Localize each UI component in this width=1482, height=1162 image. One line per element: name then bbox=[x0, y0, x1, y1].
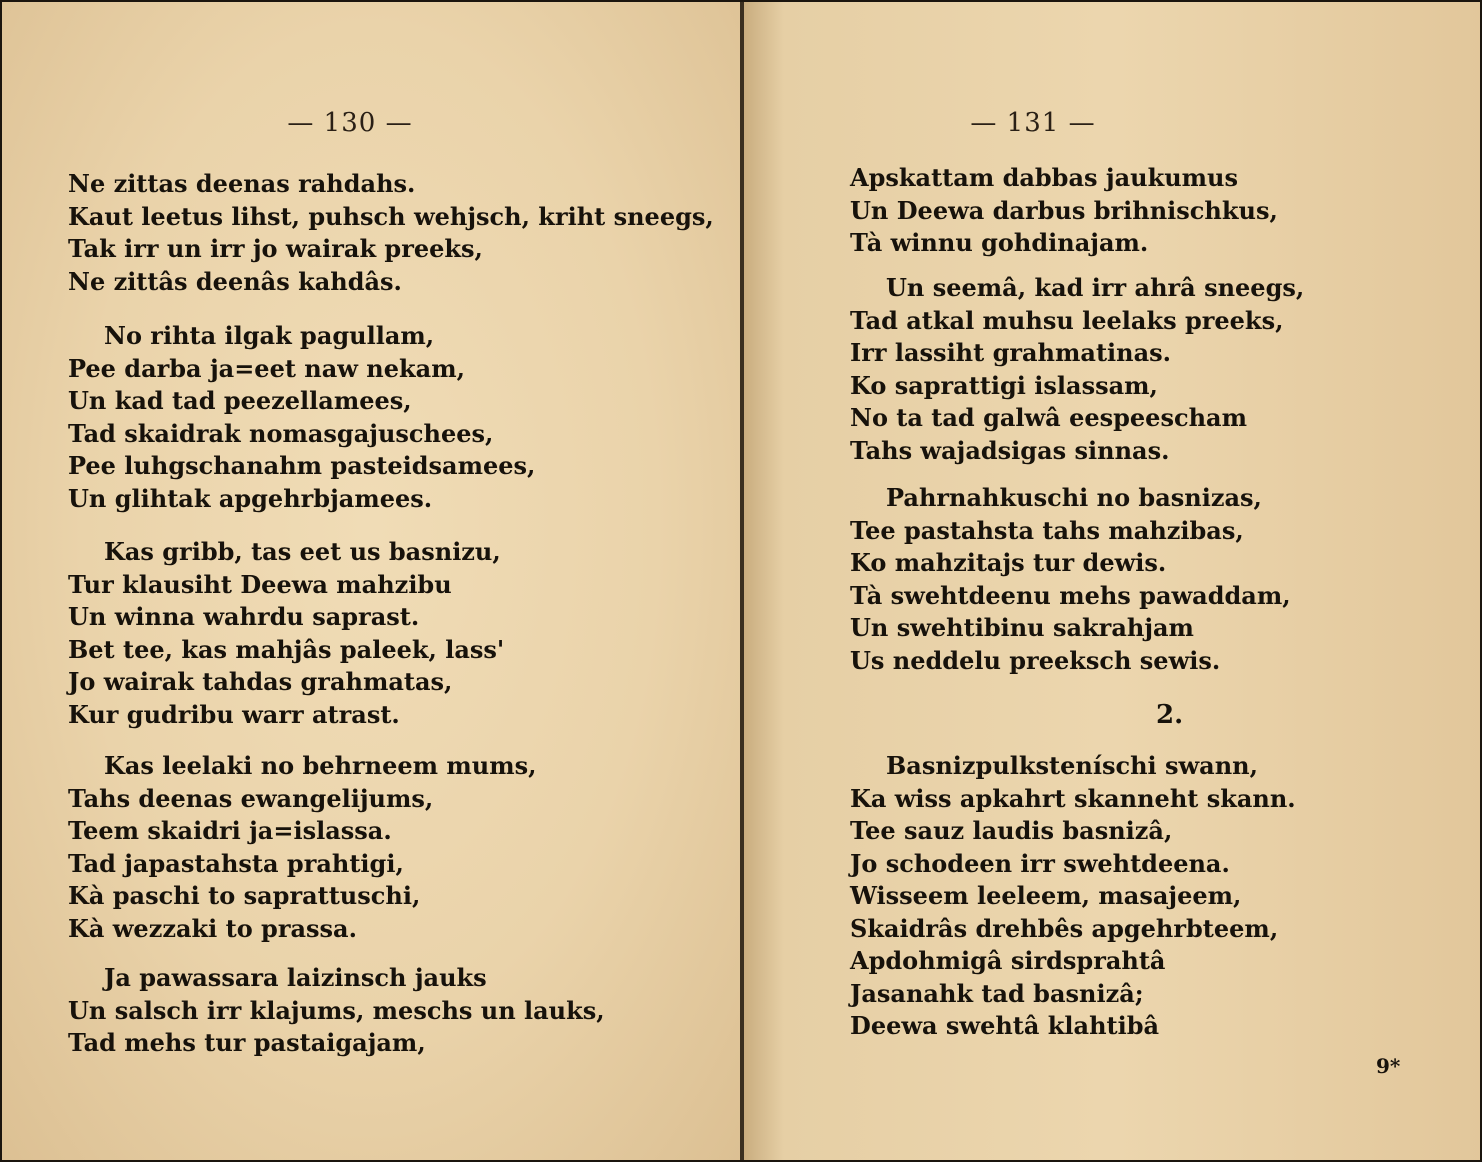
verse-line: Tur klausiht Deewa mahzibu bbox=[68, 569, 452, 599]
stanza-4 bbox=[68, 750, 537, 945]
verse-line: Tà swehtdeenu mehs pawaddam, bbox=[850, 580, 1291, 610]
verse-line: Tahs wajadsigas sinnas. bbox=[850, 435, 1170, 465]
verse-line: Bet tee, kas mahjâs paleek, lass' bbox=[68, 634, 505, 664]
verse-line: Jo schodeen irr swehtdeena. bbox=[850, 848, 1230, 878]
verse-line: No ta tad galwâ eespeescham bbox=[850, 403, 1247, 432]
stanza-3 bbox=[68, 536, 504, 731]
verse-line: Un kad tad peezellamees, bbox=[68, 386, 412, 415]
verse-line: Ne zittâs deenâs kahdâs. bbox=[68, 266, 402, 296]
stanza-2 bbox=[68, 320, 535, 515]
verse-line: Skaidrâs drehbês apgehrbteem, bbox=[850, 913, 1279, 943]
verse-line: Tad japastahsta prahtigi, bbox=[68, 848, 404, 878]
verse-line: Ja pawassara laizinsch jauks bbox=[104, 963, 487, 992]
verse-line: Jo wairak tahdas grahmatas, bbox=[68, 667, 453, 696]
verse-line: Tad mehs tur pastaigajam, bbox=[68, 1028, 426, 1057]
verse-line: Pee darba ja=eet naw nekam, bbox=[68, 353, 465, 383]
verse-line: Un glihtak apgehrbjamees. bbox=[68, 483, 433, 513]
stanza-5 bbox=[68, 962, 605, 1060]
verse-line: Kas leelaki no behrneem mums, bbox=[104, 751, 537, 780]
section-number: 2. bbox=[1156, 700, 1184, 730]
stanza-2 bbox=[850, 272, 1304, 467]
verse-line: Jasanahk tad basnizâ; bbox=[850, 978, 1144, 1008]
verse-line: Us neddelu preeksch sewis. bbox=[850, 645, 1221, 675]
verse-line: Deewa swehtâ klahtibâ bbox=[850, 1011, 1160, 1040]
verse-line: Ko mahzitajs tur dewis. bbox=[850, 548, 1167, 577]
stanza-1 bbox=[850, 162, 1278, 260]
verse-line: Tee sauz laudis basnizâ, bbox=[850, 816, 1173, 845]
verse-line: Un Deewa darbus brihnischkus, bbox=[850, 195, 1278, 225]
verse-line: Pahrnahkuschi no basnizas, bbox=[886, 483, 1262, 512]
verse-line: Teem skaidri ja=islassa. bbox=[68, 816, 392, 845]
stanza-1 bbox=[68, 168, 714, 298]
verse-line: Pee luhgschanahm pasteidsamees, bbox=[68, 451, 536, 480]
page-number-right: — 131 — bbox=[970, 108, 1096, 138]
verse-line: Tad skaidrak nomasgajuschees, bbox=[68, 418, 494, 448]
verse-line: Un swehtibinu sakrahjam bbox=[850, 613, 1194, 642]
verse-line: Tad atkal muhsu leelaks preeks, bbox=[850, 305, 1284, 335]
verse-line: Un winna wahrdu saprast. bbox=[68, 602, 420, 631]
verse-line: Wisseem leeleem, masajeem, bbox=[850, 881, 1242, 910]
verse-line: Kà wezzaki to prassa. bbox=[68, 913, 357, 943]
verse-line: Tà winnu gohdinajam. bbox=[850, 228, 1149, 257]
verse-line: Un salsch irr klajums, meschs un lauks, bbox=[68, 995, 605, 1025]
stanza-3 bbox=[850, 482, 1291, 677]
verse-line: Tee pastahsta tahs mahzibas, bbox=[850, 515, 1244, 545]
verse-line: Ka wiss apkahrt skanneht skann. bbox=[850, 783, 1296, 813]
verse-line: Apdohmigâ sirdsprahtâ bbox=[850, 946, 1166, 975]
verse-line: Ne zittas deenas rahdahs. bbox=[68, 169, 416, 198]
verse-line: Ko saprattigi islassam, bbox=[850, 370, 1158, 400]
verse-line: Kur gudribu warr atrast. bbox=[68, 699, 400, 729]
verse-line: Kà paschi to saprattuschi, bbox=[68, 881, 421, 910]
right-page bbox=[744, 0, 1482, 1162]
verse-line: Un seemâ, kad irr ahrâ sneegs, bbox=[886, 273, 1305, 302]
printer-signature: 9* bbox=[1376, 1054, 1401, 1078]
verse-line: Basnizpulksteníschi swann, bbox=[886, 751, 1258, 780]
page-number-left: — 130 — bbox=[287, 108, 413, 138]
verse-line: Tak irr un irr jo wairak preeks, bbox=[68, 234, 483, 263]
verse-line: No rihta ilgak pagullam, bbox=[104, 321, 435, 350]
verse-line: Apskattam dabbas jaukumus bbox=[850, 163, 1238, 192]
stanza-4 bbox=[850, 750, 1296, 1043]
verse-line: Kas gribb, tas eet us basnizu, bbox=[104, 537, 501, 566]
verse-line: Irr lassiht grahmatinas. bbox=[850, 338, 1172, 367]
verse-line: Kaut leetus lihst, puhsch wehjsch, kriht sneegs, bbox=[68, 201, 714, 231]
verse-line: Tahs deenas ewangelijums, bbox=[68, 783, 434, 813]
